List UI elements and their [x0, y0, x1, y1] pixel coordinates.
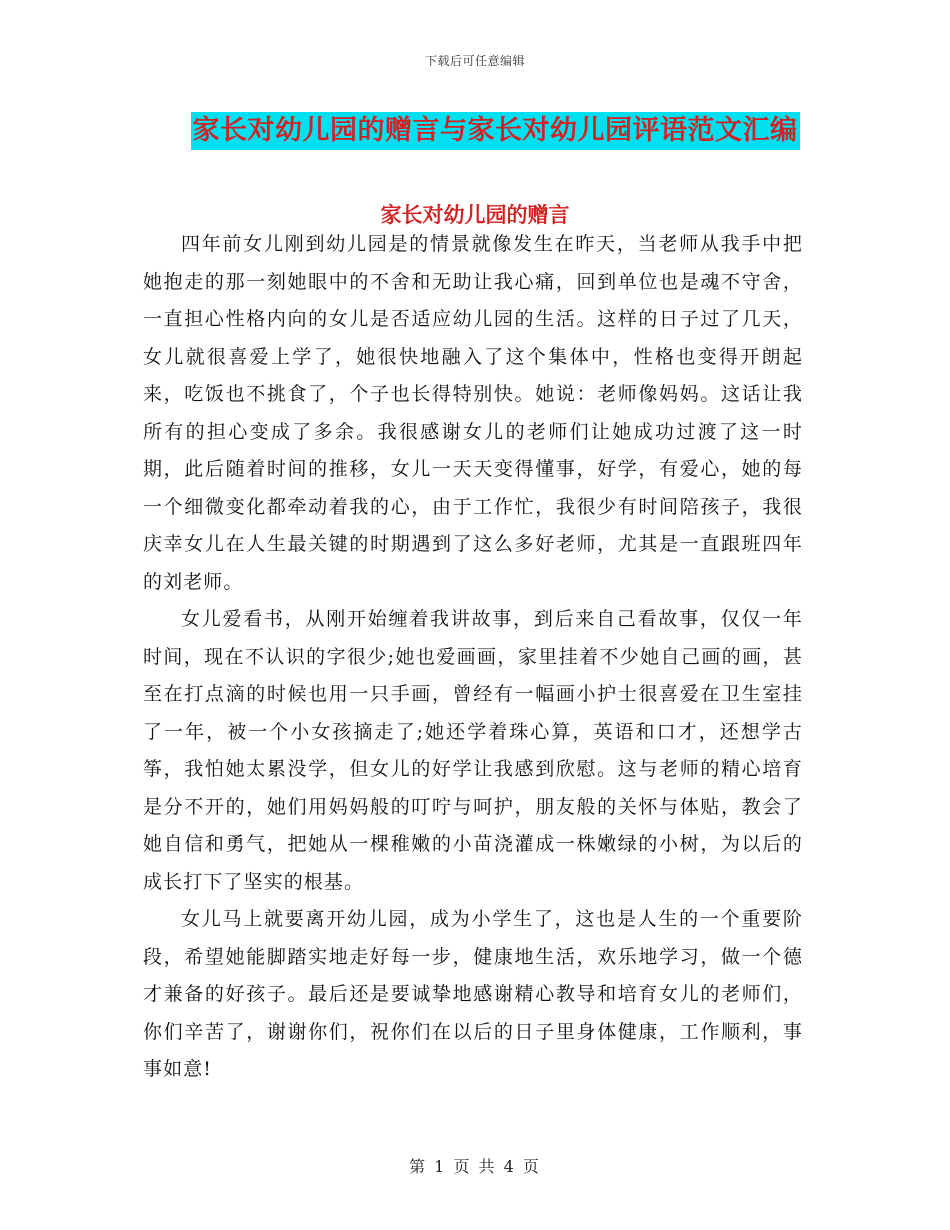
main-title: 家长对幼儿园的赠言与家长对幼儿园评语范文汇编: [191, 112, 800, 150]
header-note: 下载后可任意编辑: [424, 54, 525, 68]
page-footer: 第 1 页 共 4 页: [409, 1157, 541, 1176]
body-text: [143, 226, 803, 1089]
paragraph-2: 女儿爱看书，从刚开始缠着我讲故事，到后来自己看故事，仅仅一年时间，现在不认识的字很少;她也爱画画，家里挂着不少她自己画的画，甚至在打点滴的时候也用一只手画，曾经有一幅画小护士很喜爱在卫生室挂了一年，被一个小女孩摘走了;她还学着珠心算，英语和口才，还想学古筝，我怕她太累没学，但女儿的好学让我感到欣慰。这与老师的精心培育是分不开的，她们用妈妈般的叮咛与呵护，朋友般的关怀与体贴，教会了她自信和勇气，把她从一棵稚嫩的小苗浇灌成一株嫩绿的小树，为以后的成长打下了坚实的根基。: [143, 608, 803, 893]
section-title: 家长对幼儿园的赠言: [380, 202, 570, 227]
main-title-container: [0, 112, 950, 150]
paragraph-1: 四年前女儿刚到幼儿园是的情景就像发生在昨天，当老师从我手中把她抱走的那一刻她眼中的不舍和无助让我心痛，回到单位也是魂不守舍，一直担心性格内向的女儿是否适应幼儿园的生活。这样的日子过了几天，女儿就很喜爱上学了，她很快地融入了这个集体中，性格也变得开朗起来，吃饭也不挑食了，个子也长得特别快。她说：老师像妈妈。这话让我所有的担心变成了多余。我很感谢女儿的老师们让她成功过渡了这一时期，此后随着时间的推移，女儿一天天变得懂事，好学，有爱心，她的每一个细微变化都牵动着我的心，由于工作忙，我很少有时间陪孩子，我很庆幸女儿在人生最关键的时期遇到了这么多好老师，尤其是一直跟班四年的刘老师。: [143, 233, 803, 593]
paragraph-3: 女儿马上就要离开幼儿园，成为小学生了，这也是人生的一个重要阶段，希望她能脚踏实地走好每一步，健康地生活，欢乐地学习，做一个德才兼备的好孩子。最后还是要诚挚地感谢精心教导和培育女儿的老师们，你们辛苦了，谢谢你们，祝你们在以后的日子里身体健康，工作顺利，事事如意!: [143, 908, 803, 1080]
